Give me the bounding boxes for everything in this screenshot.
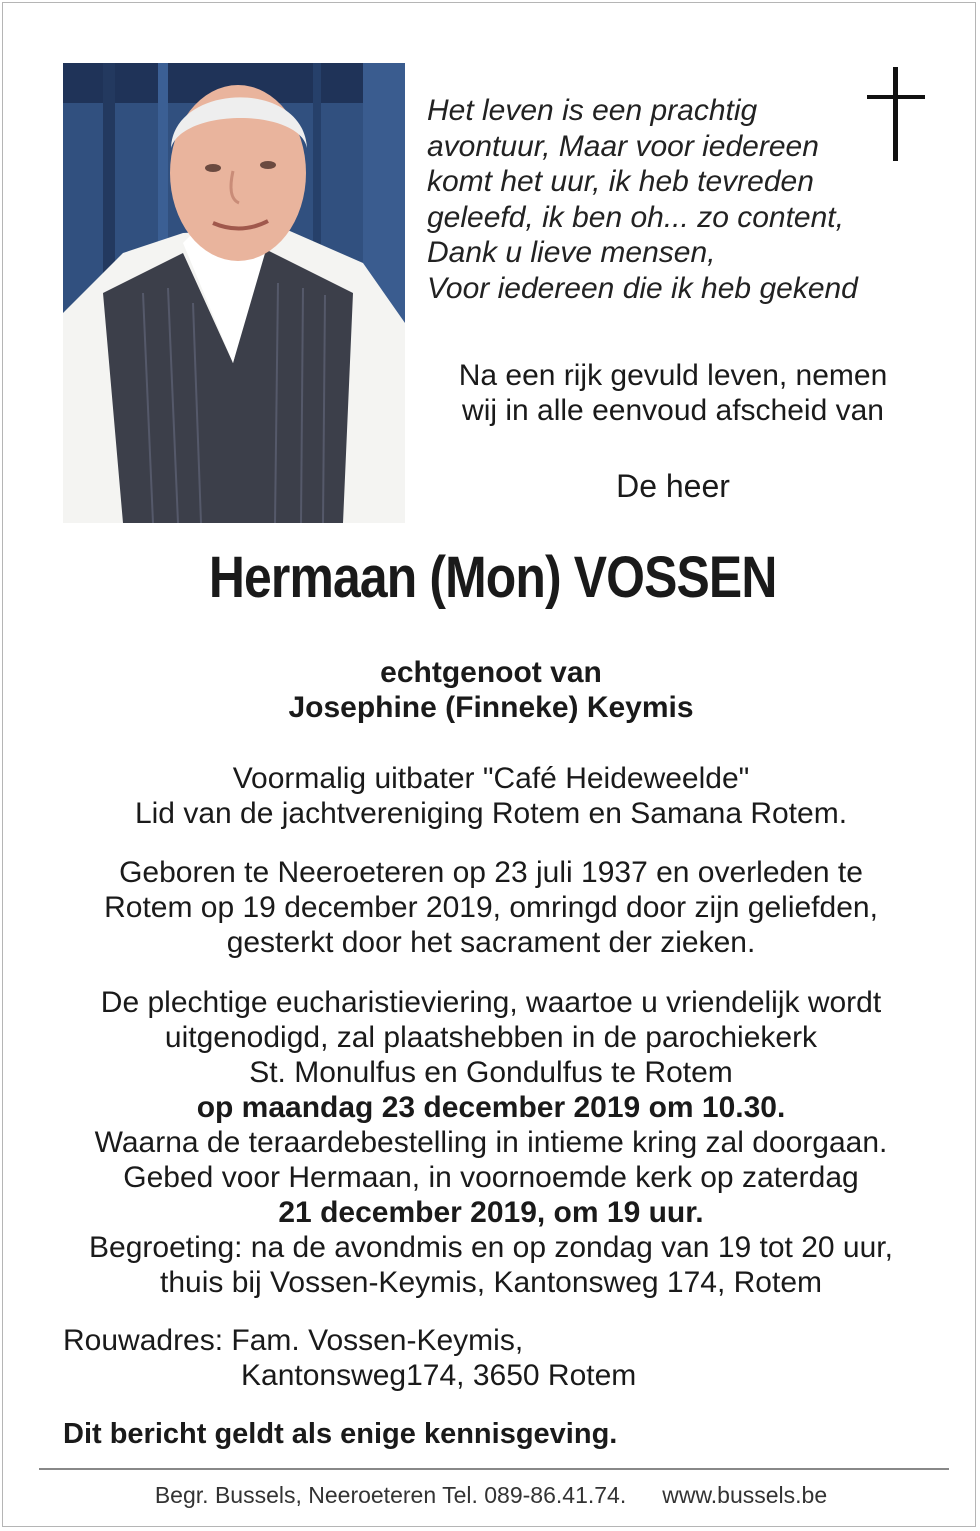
spouse-info	[3, 655, 979, 725]
address-line: Rouwadres: Fam. Vossen-Keymis,	[63, 1324, 524, 1357]
death-notice-card	[2, 2, 976, 1527]
footer-divider	[39, 1468, 949, 1470]
prayer-date: 21 december 2019, om 19 uur.	[278, 1196, 704, 1229]
born-line: Geboren te Neeroeteren op 23 juli 1937 en overleden te	[119, 856, 863, 889]
poem-line: Voor iedereen die ik heb gekend	[427, 271, 858, 305]
poem-line: Het leven is een prachtig	[427, 94, 758, 127]
footer	[3, 1481, 979, 1509]
poem-line: avontuur, Maar voor iedereen	[427, 129, 819, 163]
born-line: gesterkt door het sacrament der zieken.	[226, 926, 756, 959]
intro-text	[423, 358, 923, 428]
website-link[interactable]: www.bussels.be	[662, 1482, 828, 1508]
mourning-address	[63, 1323, 636, 1393]
honorific: De heer	[616, 468, 730, 504]
service-line: thuis bij Vossen-Keymis, Kantonsweg 174, Rotem	[159, 1266, 822, 1299]
service-info	[3, 985, 979, 1300]
service-line: uitgenodigd, zal plaatshebben in de parochiekerk	[164, 1021, 818, 1054]
poem-line: Dank u lieve mensen,	[427, 236, 716, 269]
notice-text: Dit bericht geldt als enige kennisgeving.	[63, 1418, 618, 1450]
spouse-label: echtgenoot van	[380, 656, 602, 689]
service-line: De plechtige eucharistieviering, waartoe u vriendelijk wordt	[100, 986, 882, 1019]
service-line: Gebed voor Hermaan, in voornoemde kerk op zaterdag	[123, 1161, 859, 1194]
bio-line: Voormalig uitbater "Café Heideweelde"	[232, 762, 750, 795]
undertaker-info: Begr. Bussels, Neeroeteren Tel. 089-86.41.74.	[154, 1482, 627, 1508]
service-line: Begroeting: na de avondmis en op zondag van 19 tot 20 uur,	[89, 1231, 893, 1264]
service-line: Waarna de teraardebestelling in intieme kring zal doorgaan.	[94, 1126, 888, 1159]
born-line: Rotem op 19 december 2019, omringd door zijn geliefden,	[104, 891, 878, 924]
intro-line: Na een rijk gevuld leven, nemen	[458, 359, 888, 392]
portrait-photo	[63, 63, 405, 523]
spouse-name: Josephine (Finneke) Keymis	[288, 691, 694, 724]
service-line: St. Monulfus en Gondulfus te Rotem	[249, 1056, 733, 1089]
bio-line: Lid van de jachtvereniging Rotem en Samana Rotem.	[134, 797, 848, 830]
service-date: op maandag 23 december 2019 om 10.30.	[196, 1091, 786, 1124]
biography	[3, 761, 979, 831]
poem-line: geleefd, ik ben oh... zo content,	[427, 200, 844, 234]
address-line: Kantonsweg174, 3650 Rotem	[241, 1359, 637, 1392]
poem	[427, 93, 897, 306]
poem-line: komt het uur, ik heb tevreden	[427, 165, 814, 198]
deceased-name: Hermaan (Mon) VOSSEN	[208, 545, 777, 610]
intro-line: wij in alle eenvoud afscheid van	[462, 394, 884, 427]
birth-death-info	[3, 855, 979, 960]
